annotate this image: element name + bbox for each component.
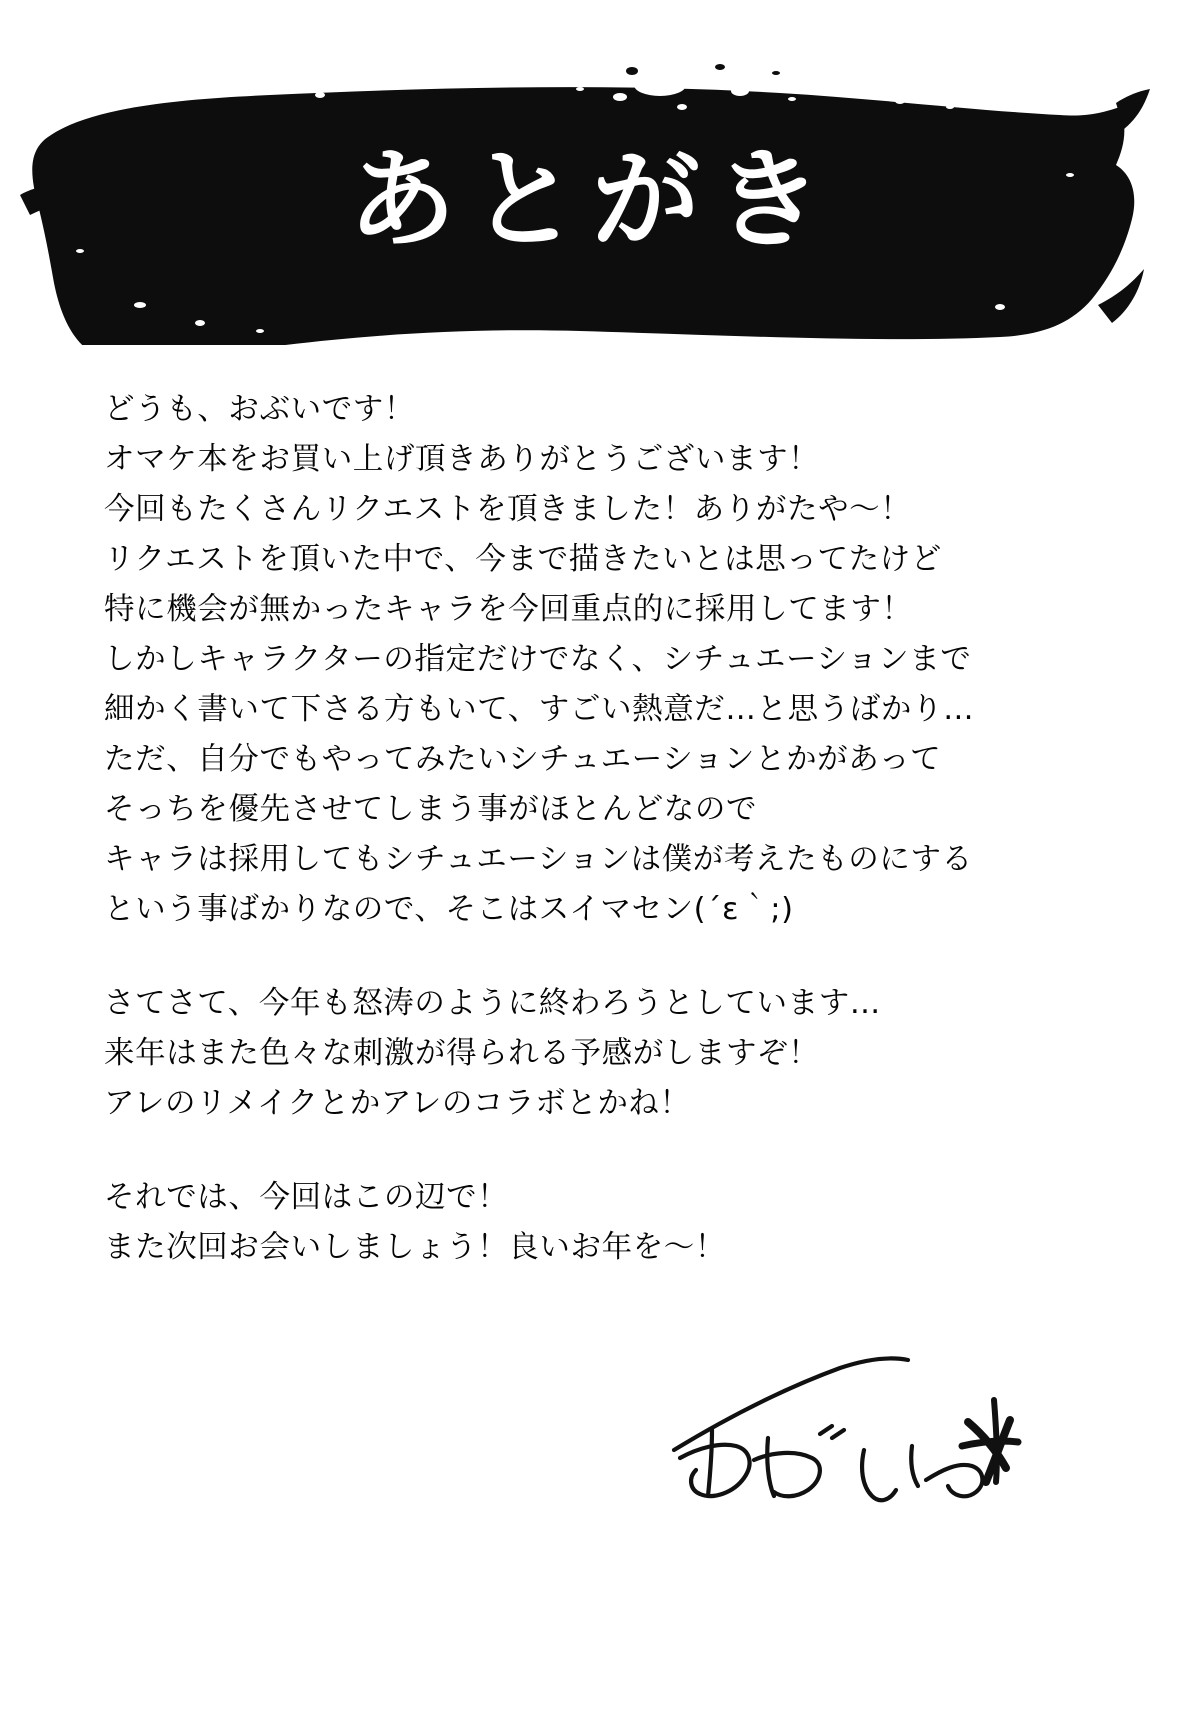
signature (650, 1330, 1050, 1550)
text-line: また次回お会いしましょう！良いお年を〜！ (104, 1230, 726, 1265)
text-line: という事ばかりなので、そこはスイマセン(´ε｀;) (104, 892, 794, 927)
text-line: 特に機会が無かったキャラを今回重点的に採用してます！ (104, 592, 913, 627)
text-line: そっちを優先させてしまう事がほとんどなので (104, 792, 758, 827)
text-line: どうも、おぶいです！ (104, 392, 415, 427)
text-line: しかしキャラクターの指定だけでなく、シチュエーションまで (104, 642, 972, 677)
paragraph (104, 385, 1084, 935)
text-line: さてさて、今年も怒涛のように終わろうとしています… (104, 986, 881, 1021)
text-line: 来年はまた色々な刺激が得られる予感がしますぞ！ (104, 1036, 820, 1071)
text-line: それでは、今回はこの辺で！ (104, 1180, 509, 1215)
text-line: キャラは採用してもシチュエーションは僕が考えたものにする (104, 842, 973, 877)
title-banner (20, 55, 1150, 345)
text-line: リクエストを頂いた中で、今まで描きたいとは思ってたけど (104, 542, 942, 577)
afterword-text (104, 385, 1084, 1273)
text-line: オマケ本をお買い上げ頂きありがとうございます！ (104, 442, 820, 477)
text-line: 今回もたくさんリクエストを頂きました！ありがたや〜！ (104, 492, 912, 527)
text-line: 細かく書いて下さる方もいて、すごい熱意だ…と思うばかり… (104, 692, 975, 727)
text-line: ただ、自分でもやってみたいシチュエーションとかがあって (104, 742, 942, 777)
paragraph (104, 979, 1084, 1129)
handwritten-signature-icon (650, 1330, 1050, 1550)
text-line: アレのリメイクとかアレのコラボとかね！ (104, 1086, 691, 1121)
page-title: あとがき (347, 138, 836, 263)
paragraph (104, 1173, 1084, 1273)
